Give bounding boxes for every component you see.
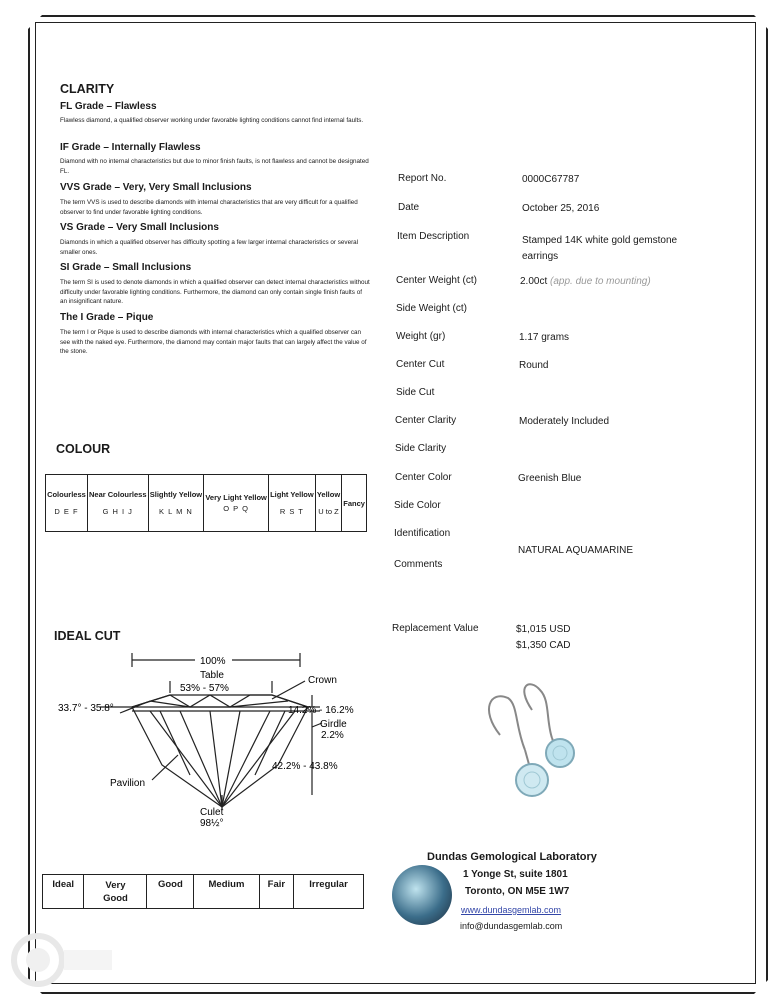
cut-cell-medium: Medium xyxy=(194,875,259,909)
side-color-label: Side Color xyxy=(394,500,441,511)
dim-crown-height: 14.2% - 16.2% xyxy=(288,705,354,716)
grade-vvs-title: VVS Grade – Very, Very Small Inclusions xyxy=(60,182,252,193)
cut-cell-good: Good xyxy=(147,875,194,909)
colour-cell-fancy: Fancy xyxy=(342,475,367,532)
grade-vs-title: VS Grade – Very Small Inclusions xyxy=(60,222,219,233)
grade-si-title: SI Grade – Small Inclusions xyxy=(60,262,192,273)
colour-cell-very-light-yellow: Very Light Yellow O P Q xyxy=(204,475,269,532)
lab-address-line2: Toronto, ON M5E 1W7 xyxy=(465,886,570,897)
center-clarity-value: Moderately Included xyxy=(519,416,610,427)
item-description-label: Item Description xyxy=(397,231,470,242)
report-no-label: Report No. xyxy=(398,173,447,184)
earrings-photo xyxy=(470,680,600,810)
grade-fl-desc: Flawless diamond, a qualified observer working under favorable lighting conditions cannot find internal faults. xyxy=(60,117,364,124)
center-clarity-label: Center Clarity xyxy=(395,415,457,426)
report-no-value: 0000C67787 xyxy=(522,174,580,185)
dim-girdle-label: Girdle xyxy=(320,719,347,730)
lab-website-link[interactable]: www.dundasgemlab.com xyxy=(461,905,562,915)
ideal-cut-title: IDEAL CUT xyxy=(54,629,121,643)
cut-cell-irregular: Irregular xyxy=(294,875,364,909)
replacement-cad: $1,350 CAD xyxy=(516,640,571,651)
comments-label: Comments xyxy=(394,559,443,570)
dim-table-label: Table xyxy=(200,670,224,681)
colour-cell-colourless: Colourless D E F xyxy=(46,475,88,532)
grade-si-desc: The term SI is used to denote diamonds in which a qualified observer can detect internal characteristics without difficulty under favorable lighting conditions. Furthermore, the diamond can only contain single finish faults of an insignificant nature. xyxy=(60,279,370,305)
center-cut-label: Center Cut xyxy=(396,359,445,370)
date-label: Date xyxy=(398,202,420,213)
cut-cell-very-good: Very Good xyxy=(84,875,147,909)
dim-pavilion-depth: 42.2% - 43.8% xyxy=(272,761,338,772)
side-clarity-label: Side Clarity xyxy=(395,443,447,454)
item-description-value: Stamped 14K white gold gemstone earrings xyxy=(522,235,678,262)
center-color-label: Center Color xyxy=(395,472,452,483)
replacement-usd: $1,015 USD xyxy=(516,624,571,635)
dim-girdle-pct: 2.2% xyxy=(321,730,344,741)
colour-cell-yellow: Yellow U to Z xyxy=(315,475,341,532)
center-cut-value: Round xyxy=(519,360,549,371)
gem-right xyxy=(546,739,574,767)
clarity-title: CLARITY xyxy=(60,82,115,96)
center-weight-label: Center Weight (ct) xyxy=(396,275,477,286)
cut-cell-fair: Fair xyxy=(259,875,293,909)
identification-label: Identification xyxy=(394,528,451,539)
weight-label: Weight (gr) xyxy=(396,331,446,342)
lab-name: Dundas Gemological Laboratory xyxy=(427,851,597,863)
grade-if-desc: Diamond with no internal characteristics but due to minor finish faults, is not flawless and cannot be designated FL. xyxy=(60,158,369,175)
dim-culet-pct: 98½° xyxy=(200,818,224,829)
lab-email: info@dundasgemlab.com xyxy=(460,921,563,931)
grade-vs-desc: Diamonds in which a qualified observer has difficulty spotting a few larger internal characteristics or several smaller ones. xyxy=(60,239,359,256)
lab-address-line1: 1 Yonge St, suite 1801 xyxy=(463,869,568,880)
date-value: October 25, 2016 xyxy=(522,203,600,214)
grade-if-title: IF Grade – Internally Flawless xyxy=(60,142,201,153)
dim-table-range: 53% - 57% xyxy=(180,683,229,694)
center-weight-value: 2.00ct (app. due to mounting) xyxy=(520,276,651,287)
colour-title: COLOUR xyxy=(56,442,111,456)
colour-cell-slightly-yellow: Slightly Yellow K L M N xyxy=(148,475,204,532)
weight-value: 1.17 grams xyxy=(519,332,570,343)
grade-i-title: The I Grade – Pique xyxy=(60,312,154,323)
colour-cell-light-yellow: Light Yellow R S T xyxy=(269,475,316,532)
dim-culet-label: Culet xyxy=(200,807,224,818)
cut-cell-ideal: Ideal xyxy=(43,875,84,909)
dim-pavilion-label: Pavilion xyxy=(110,778,146,789)
identification-value: NATURAL AQUAMARINE xyxy=(518,545,634,556)
cut-scale-table xyxy=(42,874,364,909)
colour-scale-table xyxy=(45,474,367,532)
colour-cell-near-colourless: Near Colourless G H I J xyxy=(87,475,148,532)
dim-width-label: 100% xyxy=(200,656,226,667)
dim-crown-label: Crown xyxy=(308,675,337,686)
dim-crown-angle: 33.7° - 35.8° xyxy=(58,703,114,714)
replacement-value-label: Replacement Value xyxy=(392,623,479,634)
center-color-value: Greenish Blue xyxy=(518,473,582,484)
grade-vvs-desc: The term VVS is used to describe diamonds with internal characteristics that are very difficult for a qualified observer to find under favorable lighting conditions. xyxy=(60,199,358,216)
watermark-logo xyxy=(8,930,118,990)
grade-i-desc: The term I or Pique is used to describe diamonds with internal characteristics which a qualified observer can see with the naked eye. Furthermore, the diamond may contain major faults that can largely affect the value of the stone. xyxy=(60,329,367,355)
diamond-diagram xyxy=(40,645,380,835)
lab-hologram-logo xyxy=(392,865,452,925)
side-cut-label: Side Cut xyxy=(396,387,435,398)
side-weight-label: Side Weight (ct) xyxy=(396,303,467,314)
grade-fl-title: FL Grade – Flawless xyxy=(60,101,157,112)
gem-left xyxy=(516,764,548,796)
report-details xyxy=(394,0,754,999)
